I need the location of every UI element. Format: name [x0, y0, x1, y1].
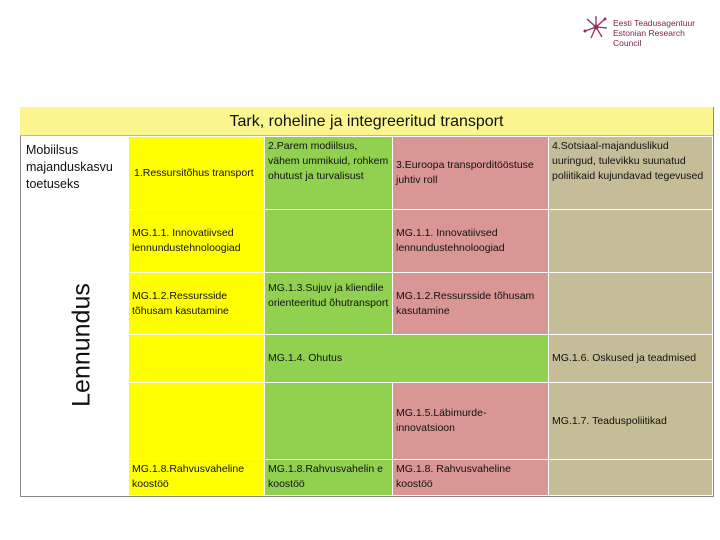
research-council-logo — [583, 14, 713, 48]
column-header-1: 1.Ressursitõhus transport — [129, 137, 265, 210]
column-header-3: 3.Euroopa transporditööstuse juhtiv roll — [393, 137, 549, 210]
vertical-label: Lennundus — [67, 283, 96, 407]
logo-line-1: Eesti Teadusagentuur — [613, 18, 696, 28]
cell-r5-c4 — [549, 460, 713, 496]
cell-r2-c3: MG.1.2.Ressursside tõhusam kasutamine — [393, 273, 549, 335]
column-header-4: 4.Sotsiaal-majanduslikud uuringud, tulevikku suunatud poliitikaid kujundavad tegevused — [549, 137, 713, 210]
left-label: Mobiilsus majanduskasvu toetuseks — [26, 143, 113, 191]
cell-r4-c4: MG.1.7. Teaduspoliitikad — [549, 383, 713, 460]
logo-text — [613, 18, 713, 48]
cell-r2-c4 — [549, 273, 713, 335]
cell-r3-c1 — [129, 335, 265, 383]
cell-r2-c1: MG.1.2.Ressursside tõhusam kasutamine — [129, 273, 265, 335]
column-header-2: 2.Parem modiilsus, vähem ummikuid, rohkem ohutust ja turvalisust — [265, 137, 393, 210]
cell-r5-c1: MG.1.8.Rahvusvaheline koostöö — [129, 460, 265, 496]
cell-r1-c3: MG.1.1. Innovatiivsed lennundustehnoloogiad — [393, 210, 549, 273]
cell-r3-c4: MG.1.6. Oskused ja teadmised — [549, 335, 713, 383]
cell-r4-c2 — [265, 383, 393, 460]
cell-r1-c4 — [549, 210, 713, 273]
cell-r1-c1: MG.1.1. Innovatiivsed lennundustehnoloogiad — [129, 210, 265, 273]
page-title: Tark, roheline ja integreeritud transport — [20, 107, 713, 136]
cell-r5-c3: MG.1.8. Rahvusvaheline koostöö — [393, 460, 549, 496]
cell-r3-c2: MG.1.4. Ohutus — [265, 335, 549, 383]
cell-r4-c3: MG.1.5.Läbimurde-innovatsioon — [393, 383, 549, 460]
cell-r5-c2: MG.1.8.Rahvusvahelin e koostöö — [265, 460, 393, 496]
cell-r4-c1 — [129, 383, 265, 460]
logo-line-2: Estonian Research Council — [613, 28, 685, 48]
cell-r2-c2: MG.1.3.Sujuv ja kliendile orienteeritud õhutransport — [265, 273, 393, 335]
cell-r1-c2 — [265, 210, 393, 273]
star-burst-icon — [583, 14, 609, 40]
